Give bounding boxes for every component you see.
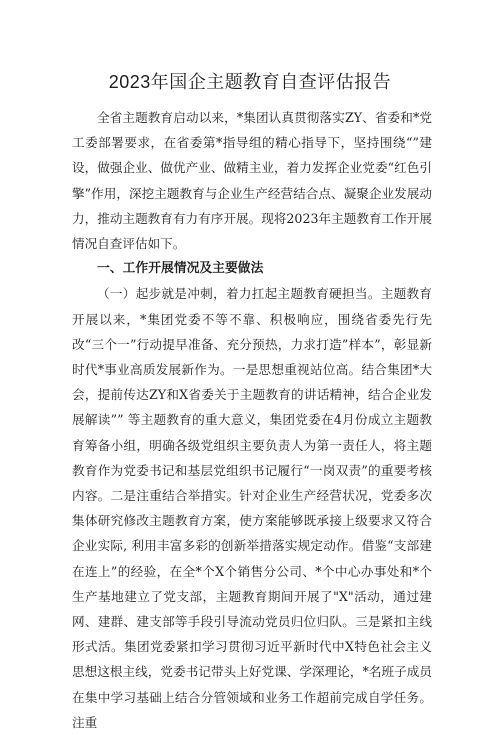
document-title: 2023年国企主题教育自查评估报告 [108, 72, 392, 92]
intro-paragraph: 全省主题教育启动以来，*集团认真贯彻落实ZY、省委和*党工委部署要求，在省委第*指导组的精心指导下，坚持围绕“”建设，做强企业、做优产业、做精主业，着力发挥企业党委“红色引擎”作用，深挖主题教育与企业生产经营结合点、凝聚企业发展动力，推动主题教育有力有序开展。现将2023年主题教育工作开展情况自查评估如下。 [72, 110, 432, 252]
body-paragraph: （一）起步就是冲刺，着力扛起主题教育硬担当。主题教育开展以来，*集团党委不等不靠、积极响应，围绕省委先行先改“三个一”行动提早准备、充分预热，力求打造”样本”，彰显新时代*事业高质发展新作为。一是思想重视站位高。结合集团*大会，提前传达ZY和X省委关于主题教育的讲话精神，结合企业发展解读”” 等主题教育的重大意义，集团党委在4月份成立主题教育筹备小组，明确各级党组织主要负责人为第一责任人，将主题教育作为党委书记和基层党组织书记履行“一岗双责”的重要考核内容。二是注重结合举措实。针对企业生产经营状况，党委多次集体研究修改主题教育方案，使方案能够既承接上级要求又符合企业实际, 利用丰富多彩的创新举措落实规定动作。借鉴“支部建在连上”的经验，在全*个X个销售分公司、*个中心办事处和*个生产基地建立了党支部，主题教育期间开展了"X"活动，通过建网、建群、建支部等手段引导流动党员归位归队。三是紧扣主线形式活。集团党委紧扣学习贯彻习近平新时代中X特色社会主义思想这根主线，党委书记带头上好党课、学深理论，*名班子成员在集中学习基础上结合分管领域和业务工作超前完成自学任务。注重 [72, 286, 432, 730]
section-heading: 一、工作开展情况及主要做法 [97, 261, 264, 277]
document-body [72, 105, 432, 735]
